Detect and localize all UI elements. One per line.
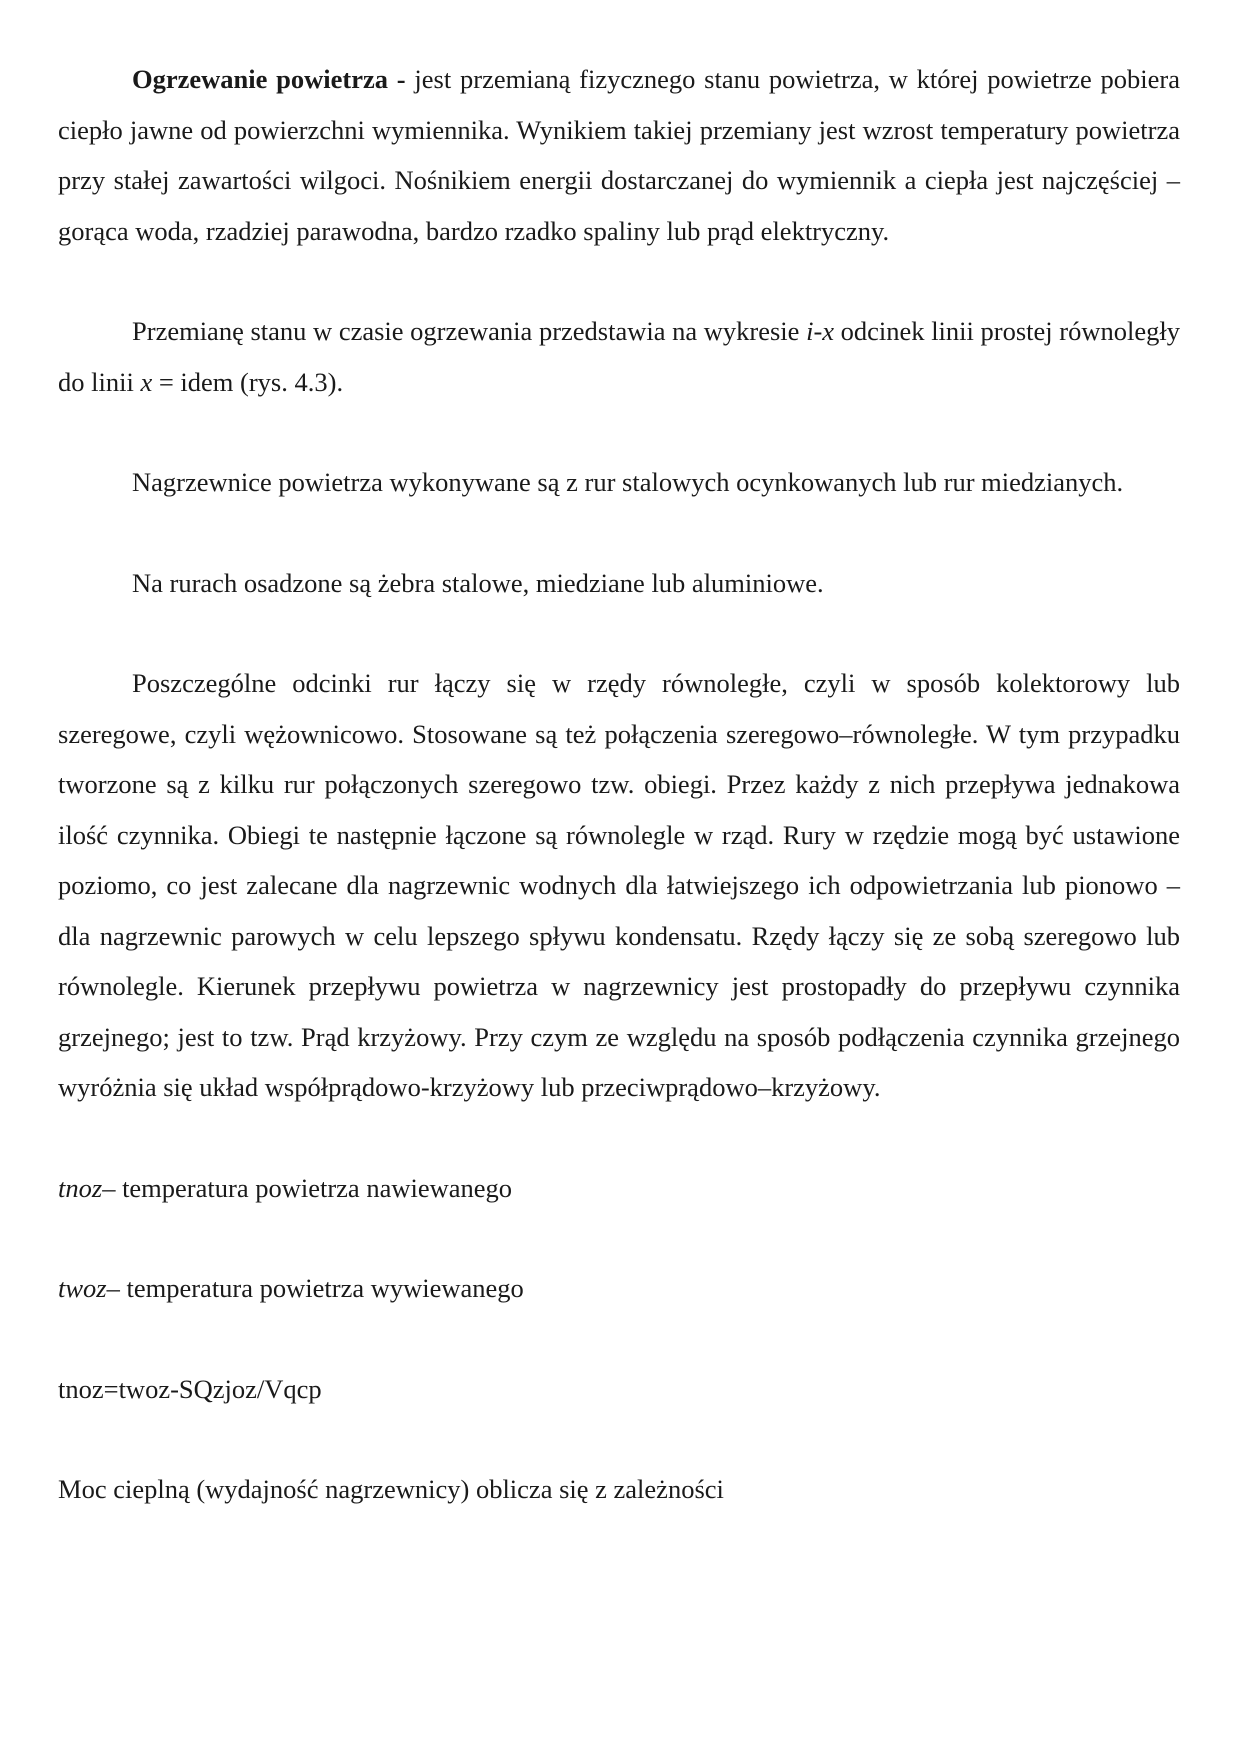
state-change-part1: Przemianę stanu w czasie ogrzewania przedstawia na wykresie: [132, 316, 807, 346]
paragraph-fins: [58, 558, 1180, 609]
symbol-tnoz: tnoz: [58, 1172, 103, 1203]
definition-twoz: [58, 1263, 1180, 1314]
state-change-ix: i-x: [806, 316, 835, 346]
definition-tnoz: [58, 1163, 1180, 1214]
definition-twoz-text: – temperatura powietrza wywiewanego: [106, 1273, 524, 1303]
formula-text: tnoz=twoz-SQzjoz/Vqcp: [58, 1373, 322, 1404]
definition-tnoz-text: – temperatura powietrza nawiewanego: [102, 1172, 513, 1203]
symbol-twoz: twoz: [58, 1273, 107, 1303]
formula-line: [58, 1364, 1180, 1415]
pipe-connections-text: Poszczególne odcinki rur łączy się w rzędy równoległe, czyli w sposób kolektorowy lub szeregowe, czyli wężownicowo. Stosowane są też połączenia szeregowo–równoległe. W tym przypadku tworzone są z kilku rur połączonych szeregowo tzw. obiegi. Przez każdy z nich przepływa jednakowa ilość czynnika. Obiegi te następnie łączone są równolegle w rząd. Rury w rzędzie mogą być ustawione poziomo, co jest zalecane dla nagrzewnic wodnych dla łatwiejszego ich odpowietrzania lub pionowo – dla nagrzewnic parowych w celu lepszego spływu kondensatu. Rzędy łączy się ze sobą szeregowo lub równolegle. Kierunek przepływu powietrza w nagrzewnicy jest prostopadły do przepływu czynnika grzejnego; jest to tzw. Prąd krzyżowy. Przy czym ze względu na sposób podłączenia czynnika grzejnego wyróżnia się układ współprądowo-krzyżowy lub przeciwprądowo–krzyżowy.: [58, 668, 1180, 1102]
paragraph-air-heating-text: jest przemianą fizycznego stanu powietrza, w której powietrze pobiera ciepło jawne od powierzchni wymiennika. Wynikiem takiej przemiany jest wzrost temperatury powietrza przy stałej zawartości wilgoci. Nośnikiem energii dostarczanej do wymiennik a ciepła jest najczęściej – gorąca woda, rzadziej parawodna, bardzo rzadko spaliny lub prąd elektryczny.: [58, 64, 1180, 246]
paragraph-heating-power: [58, 1464, 1180, 1515]
fins-text: Na rurach osadzone są żebra stalowe, miedziane lub aluminiowe.: [132, 567, 824, 598]
term-air-heating: Ogrzewanie powietrza -: [132, 64, 406, 94]
state-change-part3: = idem (rys. 4.3).: [152, 366, 344, 397]
paragraph-heaters-material: [58, 457, 1180, 508]
heating-power-text: Moc cieplną (wydajność nagrzewnicy) oblicza się z zależności: [58, 1474, 724, 1504]
paragraph-state-change: [58, 306, 1180, 407]
state-change-part2: odcinek linii prostej równoległy do linii: [58, 316, 1180, 397]
paragraph-pipe-connections: [58, 658, 1180, 1113]
paragraph-air-heating: [58, 54, 1180, 256]
document-page: [58, 54, 1180, 1515]
state-change-x: x: [140, 366, 153, 397]
heaters-material-text: Nagrzewnice powietrza wykonywane są z rur stalowych ocynkowanych lub rur miedzianych.: [132, 467, 1124, 497]
